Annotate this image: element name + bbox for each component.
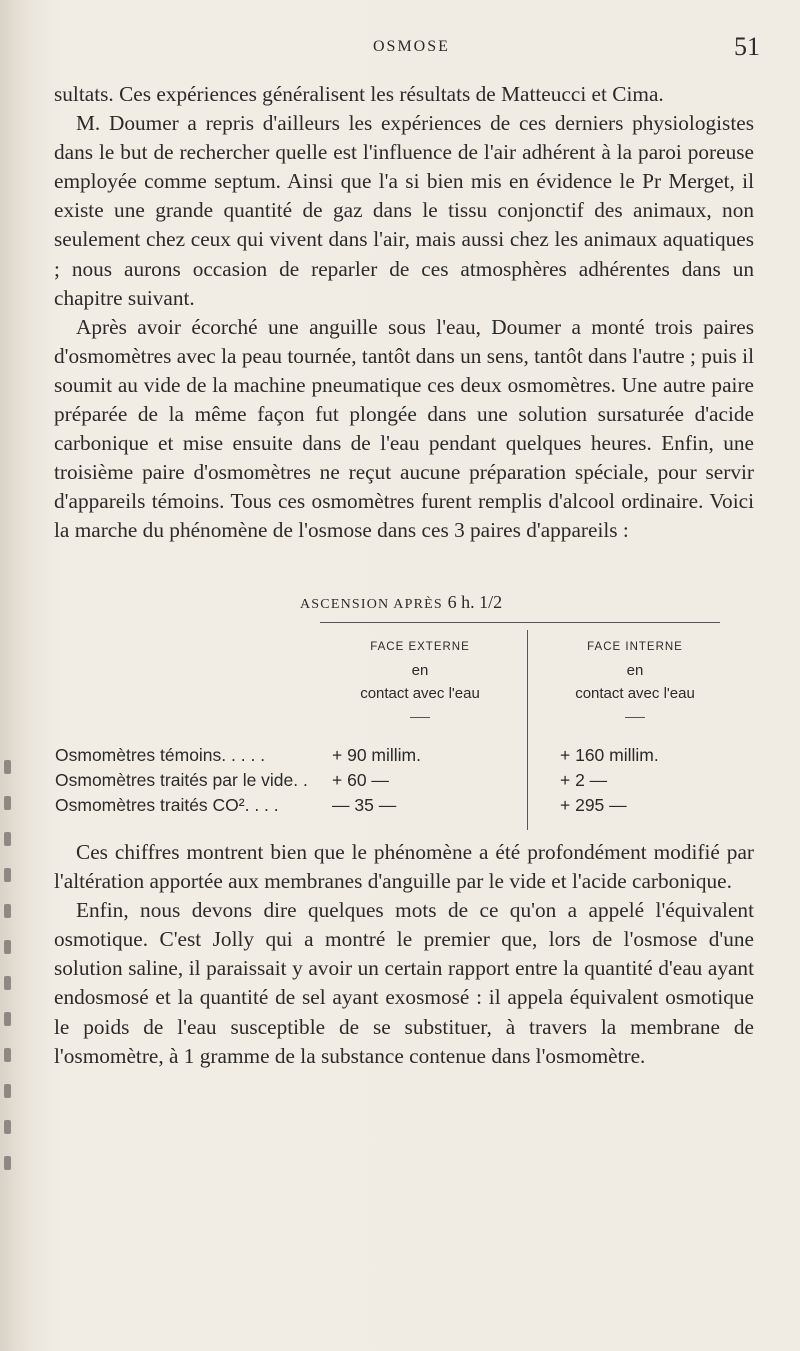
binding-edge-marks xyxy=(0,760,18,1300)
cell-internal: + 295 — xyxy=(560,795,627,815)
paragraph: Ces chiffres montrent bien que le phénomène a été profondément modifié par l'altération apportée aux membranes d'anguille par le vide et l'acide carbonique. xyxy=(54,840,754,894)
column-divider-dash xyxy=(410,717,430,718)
body-text-top xyxy=(54,80,754,546)
row-label: Osmomètres traités CO². . . . xyxy=(55,795,279,815)
cell-external: + 60 — xyxy=(332,770,389,790)
column-divider-dash xyxy=(625,717,645,718)
column-header-line: contact avec l'eau xyxy=(575,685,695,702)
paragraph: M. Doumer a repris d'ailleurs les expériences de ces derniers physiologistes dans le but de rechercher quelle est l'influence de l'air adhérent à la paroi poreuse employée comme septum. Ainsi que l'a si bien mis en évidence le Pr Merget, il existe une grande quantité de gaz dans le tissu conjonctif des animaux, non seulement chez ceux qui vivent dans l'air, mais aussi chez les animaux aquatiques ; nous aurons occasion de reparler de ces atmosphères adhérentes dans un chapitre suivant. xyxy=(54,111,754,310)
paragraph: sultats. Ces expériences généralisent les résultats de Matteucci et Cima. xyxy=(54,82,664,106)
column-header-line: en xyxy=(411,662,429,679)
row-label: Osmomètres témoins. . . . . xyxy=(55,745,266,765)
row-label: Osmomètres traités par le vide. . xyxy=(55,770,308,790)
table-row xyxy=(55,745,745,769)
body-text-bottom xyxy=(54,838,754,1071)
column-header-line: en xyxy=(626,662,644,679)
cell-internal: + 2 — xyxy=(560,770,608,790)
column-header-internal xyxy=(535,636,735,718)
table-title-duration: 6 h. 1/2 xyxy=(447,592,503,612)
table-row xyxy=(55,770,745,794)
column-header-title: FACE EXTERNE xyxy=(370,641,470,653)
cell-external: — 35 — xyxy=(332,795,397,815)
cell-external: + 90 millim. xyxy=(332,745,421,765)
column-header-title: FACE INTERNE xyxy=(587,641,683,653)
running-title: OSMOSE xyxy=(373,38,450,55)
column-header-line: contact avec l'eau xyxy=(360,685,480,702)
page-number: 51 xyxy=(734,32,760,61)
paragraph: Après avoir écorché une anguille sous l'eau, Doumer a monté trois paires d'osmomètres avec la peau tournée, tantôt dans un sens, tantôt dans l'autre ; puis il soumit au vide de la machine pneumatique ces deux osmomètres. Une autre paire préparée de la même façon fut plongée dans une solution sursaturée d'acide carbonique et mise ensuite dans de l'eau pendant quelques heures. Enfin, une troisième paire d'osmomètres ne reçut aucune préparation spéciale, pour servir d'appareils témoins. Tous ces osmomètres furent remplis d'alcool ordinaire. Voici la marche du phénomène de l'osmose dans ces 3 paires d'appareils : xyxy=(54,314,754,543)
table-row xyxy=(55,795,745,819)
column-header-external xyxy=(320,636,520,718)
paragraph: Enfin, nous devons dire quelques mots de ce qu'on a appelé l'équivalent osmotique. C'est Jolly qui a montré le premier que, lors de l'osmose d'une solution saline, il paraissait y avoir un certain rapport entre la quantité d'eau ayant endosmosé et la quantité de sel ayant exosmosé : il appela équivalent osmotique le poids de l'eau susceptible de se substituer, à travers la membrane de l'osmomètre, à 1 gramme de la substance contenue dans l'osmomètre. xyxy=(54,898,754,1068)
table-title-text: ASCENSION APRÈS xyxy=(300,597,443,612)
table-top-rule xyxy=(320,622,720,623)
cell-internal: + 160 millim. xyxy=(560,745,659,765)
table-title xyxy=(300,592,502,613)
